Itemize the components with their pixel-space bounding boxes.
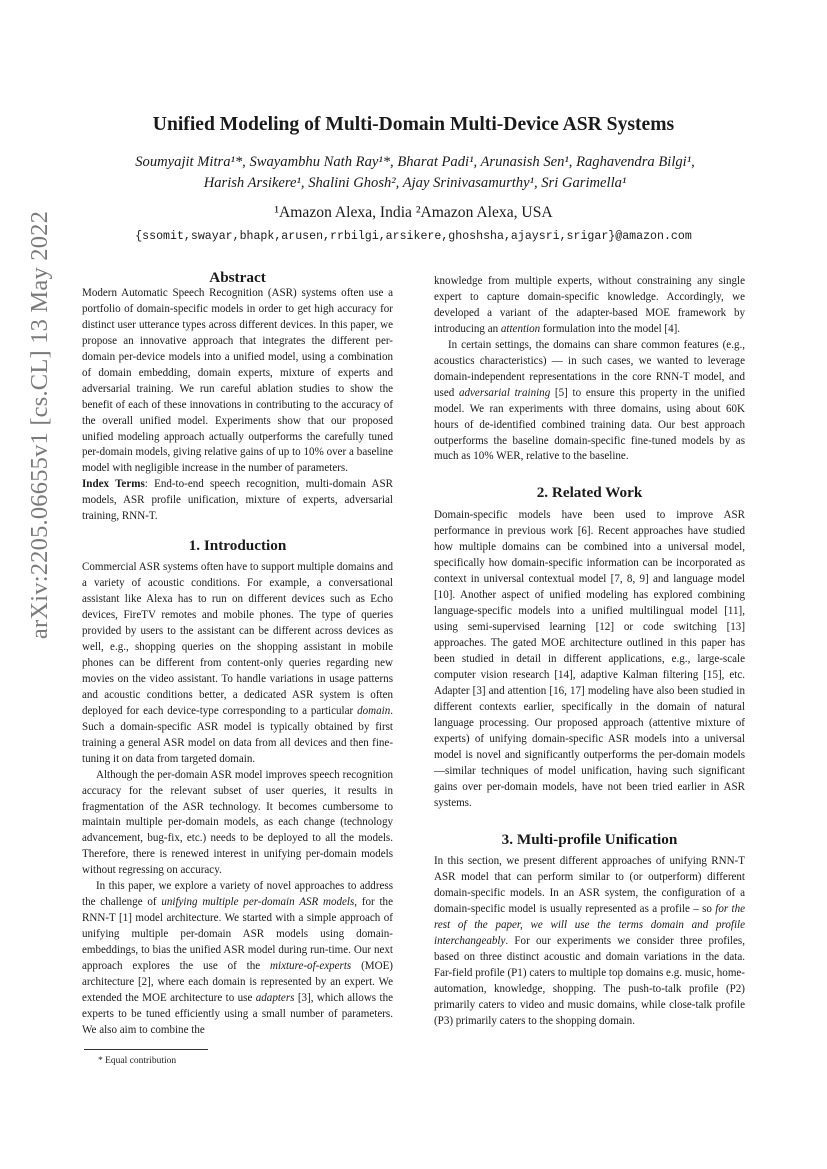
arxiv-identifier: arXiv:2205.06655v1 [cs.CL] 13 May 2022: [26, 210, 53, 640]
author-emails: {ssomit,swayar,bhapk,arusen,rrbilgi,arsikere,ghoshsha,ajaysri,srigar}@amazon.com: [135, 230, 692, 243]
introduction-heading: 1. Introduction: [188, 537, 287, 555]
index-terms: [82, 477, 393, 525]
intro-paragraph-1: Commercial ASR systems often have to support multiple domains and a variety of acoustic conditions. For example, a conversational assistant like Alexa has to run on different devices such as Echo devices, FireTV remotes and mobile phones. The type of queries provided by users to the assistant can be different across devices as well, e.g., shopping queries on the shopping assistant in mobile phones can be different from content-only queries regarding new movies on the video assistant. To handle variations in usage patterns and acoustic conditions better, a dedicated ASR system is often deployed for each device-type corresponding to a particular domain. Such a domain-specific ASR model is typically obtained by first training a general ASR model on data from all devices and then fine-tuning it on data from targeted domain.: [82, 561, 393, 765]
intro-paragraph-2: Although the per-domain ASR model improves speech recognition accuracy for the relevant subset of user queries, it results in fragmentation of the ASR technology. It becomes cumbersome to maintain multiple per-domain models, as each change (technology advancement, bug-fix, etc.) needs to be deployed to all the models. Therefore, there is renewed interest in unifying per-domain models without regressing on accuracy.: [82, 768, 393, 877]
multi-profile-text: In this section, we present different approaches of unifying RNN-T ASR model that can perform similar to (or outperform) different domain-specific models. In an ASR system, the configuration of a domain-specific model is usually represented as a profile – so for the rest of the paper, we will use the terms domain and profile interchangeably. For our experiments we consider three profiles, based on three distinct acoustic and domain variations in the data. Far-field profile (P1) caters to multiple top domains e.g. music, home-automation, knowledge, shopping. The push-to-talk profile (P2) primarily caters to video and music domains, while close-talk profile (P3) primarily caters to the shopping domain.: [434, 855, 745, 1027]
index-terms-label: Index Terms: [82, 478, 145, 491]
footnote: * Equal contribution: [98, 1055, 177, 1066]
affiliations: ¹Amazon Alexa, India ²Amazon Alexa, USA: [274, 204, 553, 221]
authors-line-2: Harish Arsikere¹, Shalini Ghosh², Ajay Srinivasamurthy¹, Sri Garimella¹: [203, 175, 627, 191]
intro-paragraph-3: In this paper, we explore a variety of novel approaches to address the challenge of unifying multiple per-domain ASR models, for the RNN-T [1] model architecture. We started with a simple approach of unifying multiple per-domain ASR models using domain-embeddings, to bias the unified ASR model during run-time. Our next approach explores the use of the mixture-of-experts (MOE) architecture [2], where each domain is represented by an expert. We extended the MOE architecture to use adapters [3], which allows the experts to be tuned efficiently using a small number of parameters. We also aim to combine the: [82, 880, 393, 1036]
related-work-heading: 2. Related Work: [536, 484, 643, 502]
index-terms-text: : End-to-end speech recognition, multi-domain ASR models, ASR profile unification, mixture of experts, adversarial training, RNN-T.: [82, 478, 393, 523]
multi-profile-heading: 3. Multi-profile Unification: [501, 830, 678, 848]
intro-paragraph-4: In certain settings, the domains can share common features (e.g., acoustics characteristics) — in such cases, we wanted to leverage domain-independent representations in the core RNN-T model, and used adversarial training [5] to ensure this property in the unified model. We ran experiments with three domains, using about 60K hours of de-identified combined training data. Our best approach outperforms the baseline domain-specific fine-tuned models by as much as 10% WER, relative to the baseline.: [434, 338, 745, 463]
abstract-heading: Abstract: [209, 269, 266, 286]
related-work-text: Domain-specific models have been used to improve ASR performance in previous work [6]. Recent approaches have studied how multiple domains can be combined into a universal model, specifically how domain-specific information can be incorporated as context in universal contextual model [7, 8, 9] and language model [10]. Another aspect of unified modeling has explored combining language-specific models into a unified multilingual model [11], using semi-supervised learning [12] or code switching [13] approaches. The gated MOE architecture outlined in this paper has been studied in detail in different applications, e.g., large-scale computer vision research [14], adaptive Kalman filtering [15], etc. Adapter [3] and attention [16, 17] modeling have also been studied in different contexts earlier, specifically in the domain of natural language processing. Our proposed approach (attentive mixture of experts) of unifying domain-specific ASR models into a universal model is novel and significantly outperforms the per-domain models—similar techniques of model unification, having such significant gains over per-domain models, have not been tried earlier in ASR systems.: [434, 509, 745, 809]
paper-title: Unified Modeling of Multi-Domain Multi-Device ASR Systems: [152, 114, 675, 135]
left-column: [82, 270, 393, 1070]
intro-continued-paragraph: knowledge from multiple experts, without constraining any single expert to capture domain-specific knowledge. Accordingly, we developed a variant of the adapter-based MOE framework by introducing an attention formulation into the model [4].: [434, 275, 745, 335]
footnote-rule: [84, 1049, 208, 1050]
abstract-text: Modern Automatic Speech Recognition (ASR) systems often use a portfolio of domain-specific models in order to get high accuracy for distinct user utterance types across different devices. In this paper, we propose an innovative approach that integrates the different per-domain per-device models into a unified model, using a combination of domain embedding, domain experts, mixture of experts and adversarial training. We run careful ablation studies to show the benefit of each of these innovations in contributing to the accuracy of the overall unified model. Experiments show that our proposed unified modeling approach actually outperforms the carefully tuned per-domain models, giving relative gains of up to 10% over a baseline model with negligible increase in the number of parameters.: [82, 286, 393, 475]
author-list: [90, 152, 740, 194]
authors-line-1: Soumyajit Mitra¹*, Swayambhu Nath Ray¹*, Bharat Padi¹, Arunasish Sen¹, Raghavendra Bilgi¹,: [135, 154, 695, 170]
right-column: [434, 274, 745, 1030]
